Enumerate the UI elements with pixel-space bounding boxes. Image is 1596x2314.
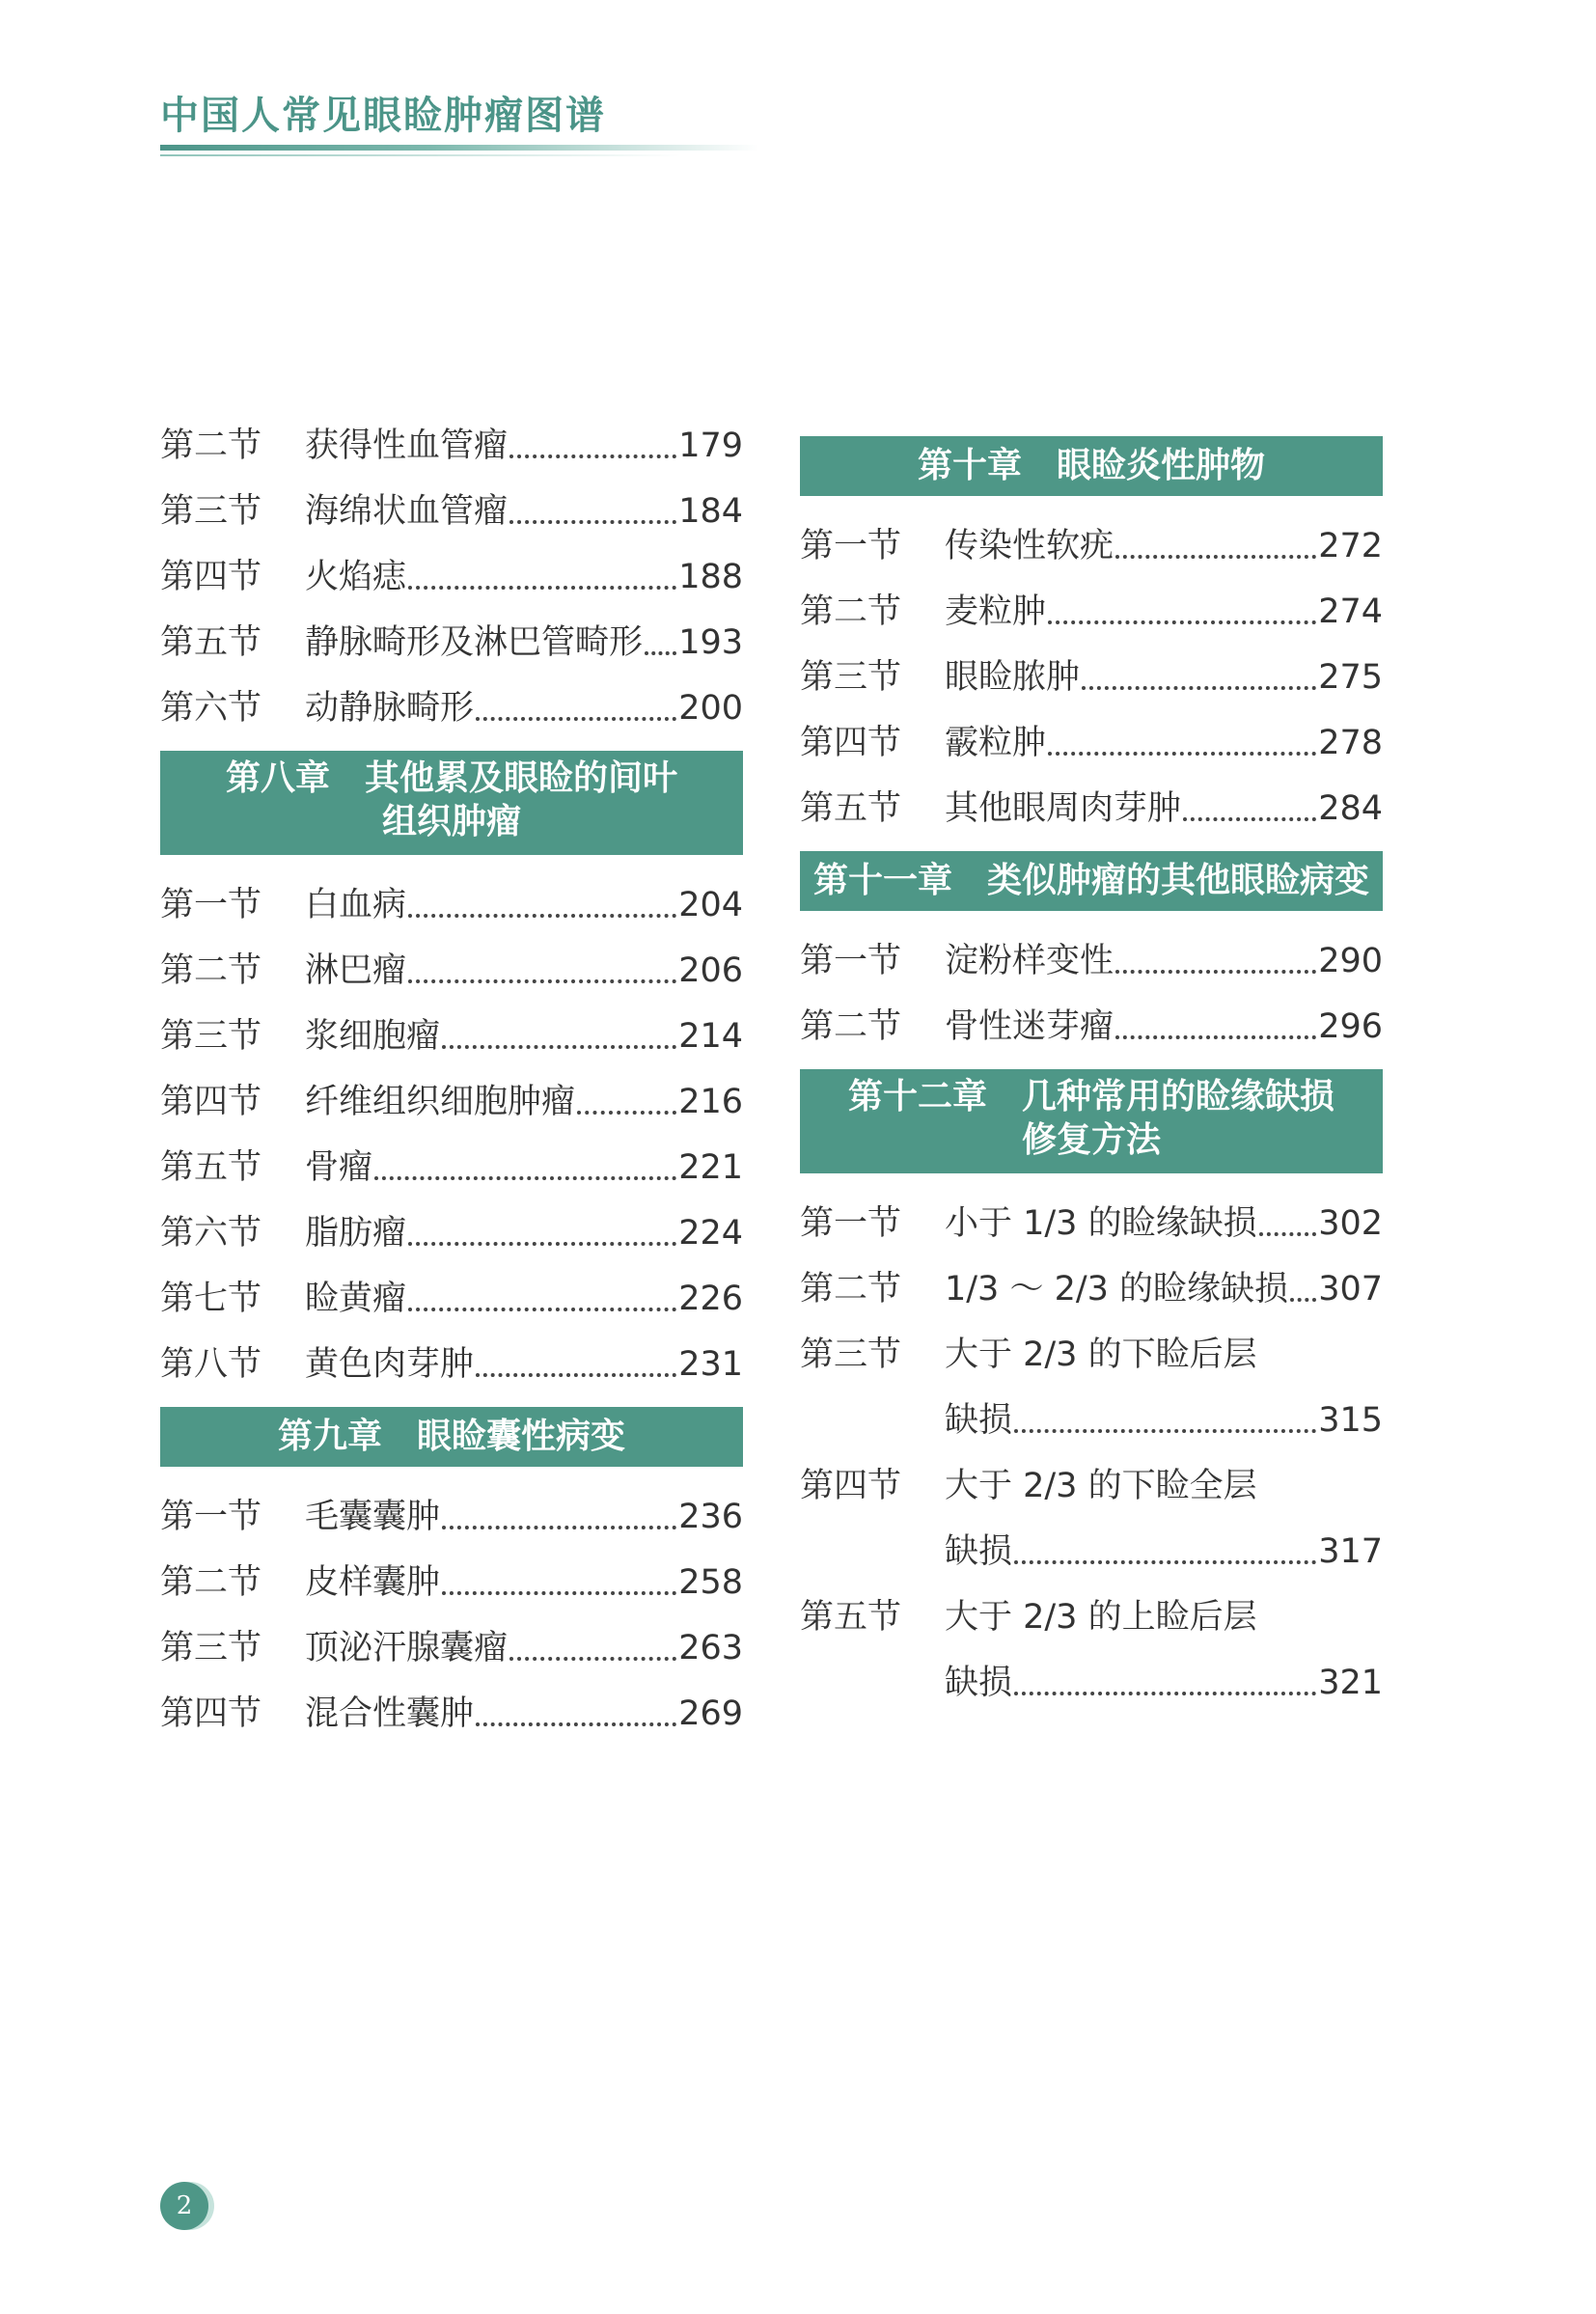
- toc-entry-title: 骨性迷芽瘤: [945, 1007, 1114, 1046]
- toc-entry[interactable]: [160, 685, 743, 732]
- toc-entry-title: 小于 1/3 的睑缘缺损: [945, 1204, 1257, 1243]
- toc-entry-title: 毛囊囊肿: [305, 1498, 441, 1536]
- toc-entry[interactable]: [160, 1013, 743, 1061]
- toc-section-number: 第一节: [800, 942, 902, 980]
- toc-entry[interactable]: [800, 1004, 1383, 1051]
- chapter-heading: [160, 751, 743, 855]
- toc-section-number: 第三节: [160, 1629, 262, 1667]
- toc-section-number: 第二节: [160, 427, 262, 465]
- toc-entry-title: 大于 2/3 的下睑后层: [945, 1336, 1257, 1374]
- toc-page-number: 231: [678, 1345, 743, 1384]
- toc-entry-title: 大于 2/3 的下睑全层: [945, 1467, 1257, 1505]
- toc-entry[interactable]: [160, 1276, 743, 1323]
- toc-entry-title: 霰粒肿: [945, 724, 1047, 762]
- toc-page-number: 216: [678, 1083, 743, 1121]
- toc-page-number: 307: [1318, 1270, 1383, 1309]
- toc-entry-title: 睑黄瘤: [305, 1280, 407, 1318]
- toc-entry[interactable]: [160, 948, 743, 995]
- toc-entry-title: 麦粒肿: [945, 592, 1047, 631]
- toc-entry[interactable]: [160, 620, 743, 667]
- toc-entry[interactable]: [160, 488, 743, 536]
- toc-dot-leader: [509, 520, 676, 524]
- toc-dot-leader: [577, 1111, 676, 1115]
- chapter-heading-line: 第八章 其他累及眼睑的间叶: [225, 758, 677, 798]
- toc-entry[interactable]: [800, 1529, 1383, 1576]
- toc-entry[interactable]: [160, 1210, 743, 1257]
- toc-page-number: 179: [678, 427, 743, 465]
- toc-entry[interactable]: [160, 1691, 743, 1738]
- toc-page-number: 315: [1318, 1401, 1383, 1440]
- toc-entry-title: 顶泌汗腺囊瘤: [305, 1629, 509, 1667]
- toc-entry-title: 1/3 ～ 2/3 的睑缘缺损: [945, 1270, 1289, 1309]
- toc-dot-leader: [509, 455, 676, 458]
- toc-section-number: 第三节: [800, 1336, 902, 1374]
- toc-page-number: 221: [678, 1148, 743, 1187]
- toc-entry[interactable]: [160, 1144, 743, 1192]
- toc-entry-title: 大于 2/3 的上睑后层: [945, 1598, 1257, 1637]
- toc-dot-leader: [374, 1176, 676, 1180]
- toc-entry[interactable]: [800, 1266, 1383, 1313]
- toc-dot-leader: [442, 1045, 676, 1049]
- toc-entry[interactable]: [160, 1625, 743, 1672]
- header-rule: [160, 145, 758, 151]
- toc-entry[interactable]: [160, 1494, 743, 1541]
- chapter-heading: [800, 436, 1383, 496]
- toc-dot-leader: [1115, 1035, 1316, 1039]
- toc-dot-leader: [1048, 620, 1316, 624]
- chapter-heading-line: 第十一章 类似肿瘤的其他眼睑病变: [812, 861, 1369, 900]
- toc-dot-leader: [1259, 1232, 1317, 1236]
- toc-dot-leader: [1115, 970, 1316, 974]
- toc-page-number: 188: [678, 558, 743, 596]
- toc-section-number: 第三节: [800, 658, 902, 697]
- toc-page-number: 236: [678, 1498, 743, 1536]
- toc-section-number: 第三节: [160, 1017, 262, 1056]
- toc-section-number: 第一节: [160, 886, 262, 924]
- toc-entry[interactable]: [800, 1660, 1383, 1707]
- toc-entry-title: 淋巴瘤: [305, 951, 407, 990]
- toc-section-number: 第一节: [800, 527, 902, 565]
- toc-page-number: 204: [678, 886, 743, 924]
- toc-entry-title: 淀粉样变性: [945, 942, 1114, 980]
- toc-dot-leader: [408, 914, 676, 918]
- toc-entry-title: 缺损: [945, 1664, 1013, 1702]
- running-header: [160, 85, 758, 157]
- toc-entry-title: 缺损: [945, 1401, 1013, 1440]
- toc-entry[interactable]: [800, 1397, 1383, 1445]
- toc-right-column: [800, 423, 1383, 1725]
- toc-entry-title: 传染性软疣: [945, 527, 1114, 565]
- toc-section-number: 第六节: [160, 1214, 262, 1253]
- toc-entry[interactable]: [800, 1332, 1383, 1379]
- toc-page-number: 258: [678, 1563, 743, 1602]
- toc-dot-leader: [1048, 752, 1316, 756]
- toc-entry[interactable]: [800, 938, 1383, 985]
- toc-dot-leader: [442, 1591, 676, 1595]
- toc-dot-leader: [1014, 1429, 1316, 1433]
- toc-entry[interactable]: [800, 1463, 1383, 1510]
- toc-section-number: 第二节: [160, 1563, 262, 1602]
- toc-dot-leader: [476, 717, 676, 721]
- toc-dot-leader: [1082, 686, 1316, 690]
- toc-page-number: 272: [1318, 527, 1383, 565]
- toc-dot-leader: [408, 979, 676, 983]
- chapter-heading-line: 第九章 眼睑囊性病变: [277, 1417, 625, 1456]
- toc-entry-title: 静脉畸形及淋巴管畸形: [305, 623, 644, 662]
- toc-left-column: [160, 423, 743, 1756]
- toc-dot-leader: [476, 1722, 676, 1726]
- toc-page-number: 200: [678, 689, 743, 728]
- toc-section-number: 第七节: [160, 1280, 262, 1318]
- toc-section-number: 第四节: [160, 1694, 262, 1733]
- toc-entry-title: 缺损: [945, 1532, 1013, 1571]
- toc-dot-leader: [1183, 817, 1316, 821]
- toc-section-number: 第五节: [160, 1148, 262, 1187]
- toc-entry[interactable]: [800, 1200, 1383, 1248]
- toc-entry[interactable]: [800, 720, 1383, 767]
- toc-dot-leader: [1014, 1692, 1316, 1695]
- toc-entry-title: 浆细胞瘤: [305, 1017, 441, 1056]
- toc-section-number: 第三节: [160, 492, 262, 531]
- toc-entry[interactable]: [800, 785, 1383, 833]
- toc-dot-leader: [1014, 1560, 1316, 1564]
- chapter-heading: [800, 1069, 1383, 1173]
- chapter-heading-line: 第十二章 几种常用的睑缘缺损: [847, 1077, 1335, 1116]
- toc-entry[interactable]: [160, 554, 743, 601]
- toc-entry-title: 获得性血管瘤: [305, 427, 509, 465]
- chapter-heading-line: 修复方法: [1021, 1120, 1161, 1160]
- toc-page-number: 263: [678, 1629, 743, 1667]
- toc-page-number: 184: [678, 492, 743, 531]
- toc-page-number: 275: [1318, 658, 1383, 697]
- toc-section-number: 第四节: [160, 558, 262, 596]
- toc-dot-leader: [408, 586, 676, 590]
- toc-entry-title: 骨瘤: [305, 1148, 373, 1187]
- toc-entry[interactable]: [160, 1341, 743, 1389]
- toc-page-number: 224: [678, 1214, 743, 1253]
- toc-section-number: 第四节: [800, 1467, 902, 1505]
- toc-section-number: 第六节: [160, 689, 262, 728]
- chapter-heading-line: 组织肿瘤: [381, 802, 521, 841]
- toc-entry-title: 火焰痣: [305, 558, 407, 596]
- toc-dot-leader: [1115, 555, 1316, 559]
- toc-dot-leader: [476, 1373, 676, 1377]
- toc-section-number: 第一节: [160, 1498, 262, 1536]
- toc-page-number: 284: [1318, 789, 1383, 828]
- toc-entry-title: 海绵状血管瘤: [305, 492, 509, 531]
- toc-section-number: 第五节: [800, 1598, 902, 1637]
- toc-entry[interactable]: [800, 1594, 1383, 1641]
- toc-entry[interactable]: [160, 882, 743, 929]
- toc-page-number: 226: [678, 1280, 743, 1318]
- toc-page-number: 274: [1318, 592, 1383, 631]
- toc-entry[interactable]: [800, 589, 1383, 636]
- toc-entry[interactable]: [160, 1559, 743, 1607]
- toc-entry-title: 白血病: [305, 886, 407, 924]
- toc-dot-leader: [442, 1526, 676, 1529]
- toc-section-number: 第二节: [800, 1270, 902, 1309]
- toc-dot-leader: [408, 1308, 676, 1311]
- toc-entry-title: 纤维组织细胞肿瘤: [305, 1083, 576, 1121]
- toc-dot-leader: [408, 1242, 676, 1246]
- toc-page-number: 296: [1318, 1007, 1383, 1046]
- header-rule-thin: [160, 154, 681, 156]
- toc-entry[interactable]: [800, 654, 1383, 702]
- toc-section-number: 第二节: [800, 1007, 902, 1046]
- toc-page-number: 302: [1318, 1204, 1383, 1243]
- chapter-heading: [160, 1407, 743, 1467]
- toc-page-number: 269: [678, 1694, 743, 1733]
- toc-section-number: 第二节: [800, 592, 902, 631]
- toc-dot-leader: [1290, 1298, 1316, 1302]
- toc-entry-title: 动静脉畸形: [305, 689, 475, 728]
- toc-entry-title: 黄色肉芽肿: [305, 1345, 475, 1384]
- toc-section-number: 第四节: [800, 724, 902, 762]
- toc-page-number: 206: [678, 951, 743, 990]
- toc-section-number: 第四节: [160, 1083, 262, 1121]
- toc-page-number: 321: [1318, 1664, 1383, 1702]
- toc-dot-leader: [509, 1657, 676, 1661]
- toc-entry-title: 其他眼周肉芽肿: [945, 789, 1182, 828]
- toc-page-number: 317: [1318, 1532, 1383, 1571]
- toc-page-number: 193: [678, 623, 743, 662]
- toc-section-number: 第二节: [160, 951, 262, 990]
- toc-entry[interactable]: [160, 423, 743, 470]
- toc-entry-title: 眼睑脓肿: [945, 658, 1081, 697]
- toc-section-number: 第五节: [160, 623, 262, 662]
- toc-section-number: 第八节: [160, 1345, 262, 1384]
- toc-page-number: 290: [1318, 942, 1383, 980]
- toc-entry[interactable]: [160, 1079, 743, 1126]
- toc-dot-leader: [645, 651, 676, 655]
- toc-entry-title: 脂肪瘤: [305, 1214, 407, 1253]
- chapter-heading: [800, 851, 1383, 911]
- toc-entry-title: 混合性囊肿: [305, 1694, 475, 1733]
- chapter-heading-line: 第十章 眼睑炎性肿物: [917, 446, 1265, 485]
- toc-section-number: 第一节: [800, 1204, 902, 1243]
- toc-page-number: 278: [1318, 724, 1383, 762]
- toc-section-number: 第五节: [800, 789, 902, 828]
- toc-entry-title: 皮样囊肿: [305, 1563, 441, 1602]
- toc-page-number: 214: [678, 1017, 743, 1056]
- page-number: 2: [160, 2182, 208, 2230]
- book-title: 中国人常见眼睑肿瘤图谱: [160, 94, 606, 138]
- toc-entry[interactable]: [800, 523, 1383, 570]
